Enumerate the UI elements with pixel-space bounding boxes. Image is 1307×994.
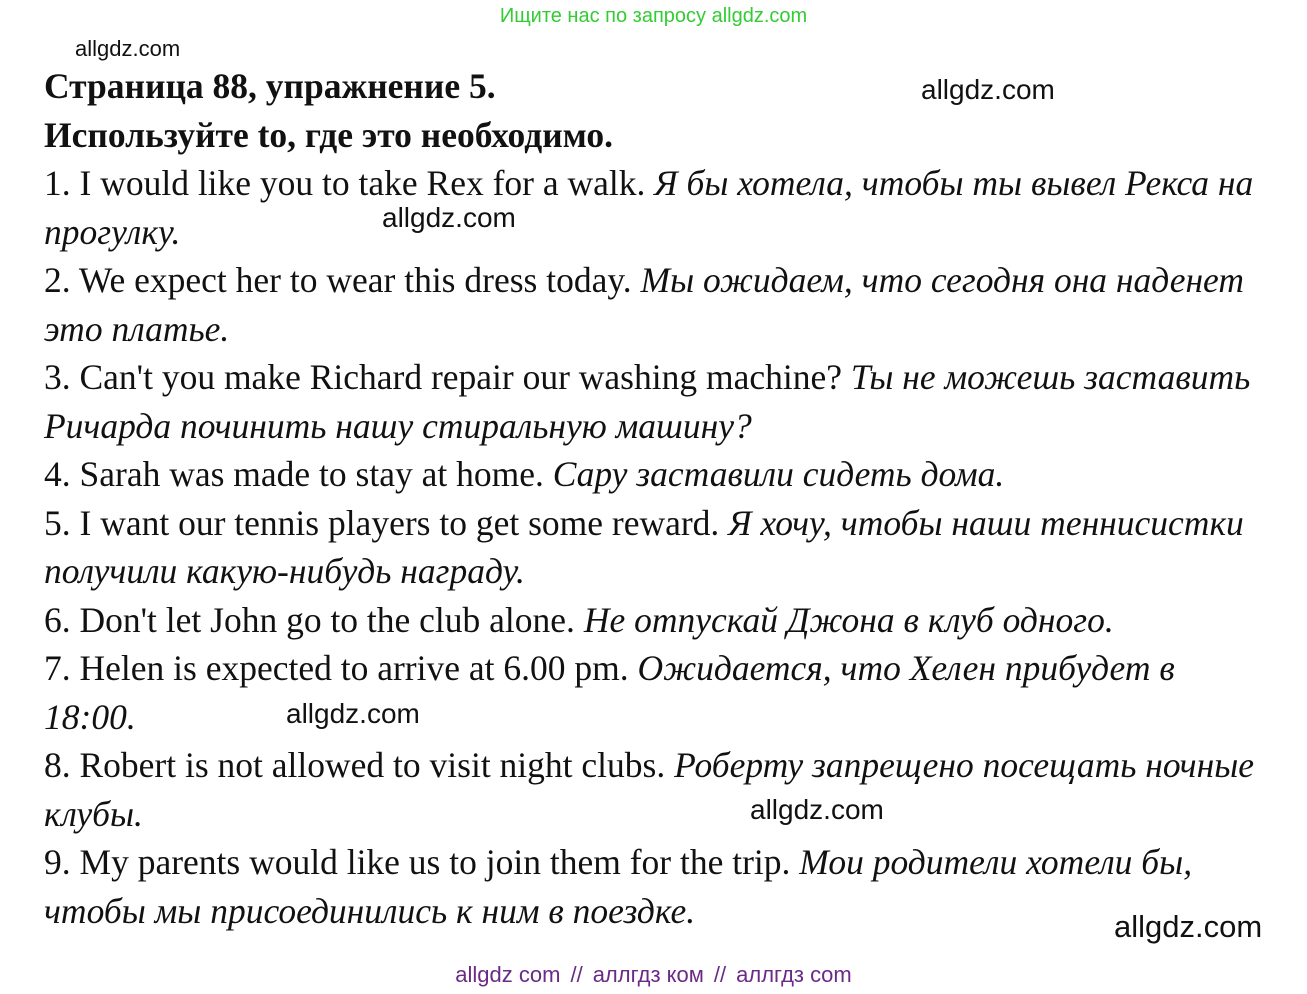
sentence-en: 9. My parents would like us to join them for the trip. [44,842,791,882]
translation-ru: Не отпускай Джона в клуб одного. [583,599,1114,640]
watermark: allgdz.com [75,36,181,61]
watermark: allgdz.com [286,698,420,729]
exercise-item-4 [44,450,1269,499]
exercise-item-3 [44,353,1269,450]
exercise-item-7 [44,644,1269,741]
exercise-item-6 [44,596,1269,645]
sentence-en: 3. Can't you make Richard repair our washing machine? [44,357,842,397]
translation-ru: Сару заставили сидеть дома. [552,454,1005,494]
watermark: allgdz.com [750,794,884,825]
exercise-item-5 [44,499,1269,596]
translation-ru: Роберту запрещено посещать ночные клубы. [44,745,1255,834]
exercise-item-8 [44,741,1269,838]
translation-ru: Я бы хотела, чтобы ты вывел Рекса на прогулку. [44,163,1254,252]
sentence-en: 5. I want our tennis players to get some reward. [44,502,720,543]
translation-ru: Я хочу, чтобы наши теннисистки получили какую-нибудь награду. [44,502,1244,591]
footer-link[interactable]: allgdz com [455,962,561,987]
exercise-item-9 [44,838,1269,935]
exercise-content [44,62,1269,935]
watermark: allgdz.com [1114,909,1263,944]
translation-ru: Ожидается, что Хелен прибудет в 18:00. [44,648,1175,737]
footer-separator: // [570,962,583,987]
footer-link[interactable]: аллгдз ком [592,962,704,987]
exercise-item-1 [44,159,1269,256]
exercise-item-2 [44,256,1269,353]
sentence-en: 7. Helen is expected to arrive at 6.00 pm. [44,648,629,688]
top-banner[interactable]: Ищите нас по запросу allgdz.com [499,5,808,27]
instruction: Используйте to, где это необходимо. [44,114,614,155]
translation-ru: Мы ожидаем, что сегодня она наденет это платье. [44,260,1244,349]
footer [0,962,1307,988]
sentence-en: 2. We expect her to wear this dress today. [44,260,632,300]
footer-separator: // [713,962,727,987]
sentence-en: 8. Robert is not allowed to visit night clubs. [44,745,666,785]
translation-ru: Ты не можешь заставить Ричарда починить нашу стиральную машину? [44,357,1251,446]
sentence-en: 6. Don't let John go to the club alone. [44,599,575,640]
translation-ru: Мои родители хотели бы, чтобы мы присоединились к ним в поездке. [44,842,1193,931]
footer-link[interactable]: аллгдз com [736,962,852,987]
sentence-en: 1. I would like you to take Rex for a walk. [44,163,646,203]
watermark: allgdz.com [382,202,516,233]
sentence-en: 4. Sarah was made to stay at home. [44,454,544,494]
watermark: allgdz.com [921,74,1055,105]
page-title: Страница 88, упражнение 5. [44,66,496,106]
